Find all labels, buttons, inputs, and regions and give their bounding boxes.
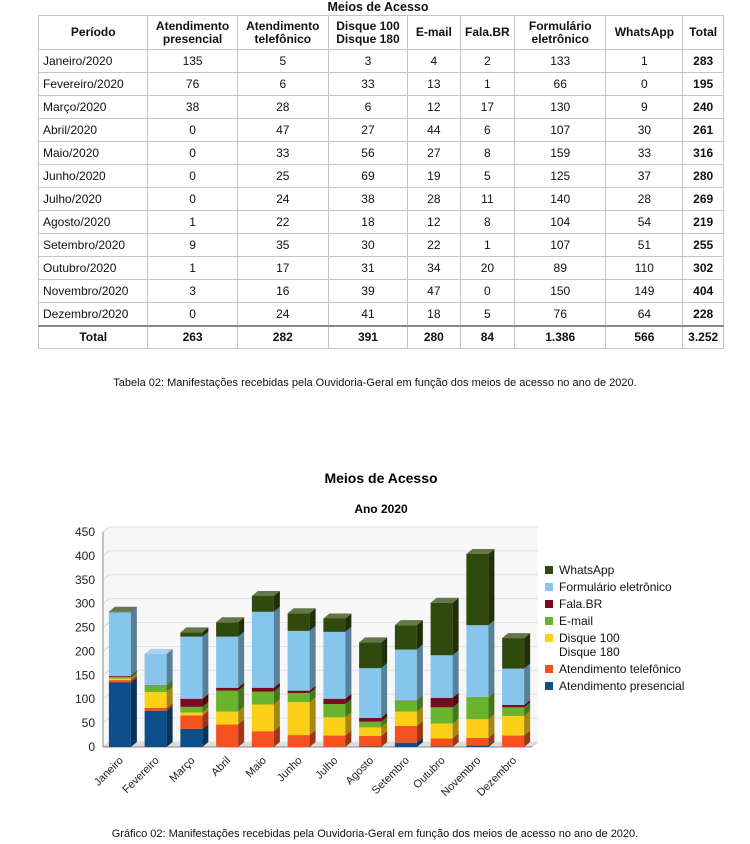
value-cell: 4 xyxy=(407,50,460,73)
total-value-cell: 84 xyxy=(460,326,514,349)
value-cell: 54 xyxy=(606,211,683,234)
x-tick-label: Junho xyxy=(275,754,305,785)
chart-subtitle: Ano 2020 xyxy=(354,502,408,516)
y-tick-label: 150 xyxy=(74,668,95,683)
header-cell: E-mail xyxy=(407,16,460,50)
value-cell: 76 xyxy=(515,303,606,326)
bar-segment xyxy=(502,664,530,705)
legend-swatch xyxy=(545,665,553,673)
value-cell: 125 xyxy=(515,165,606,188)
value-cell: 38 xyxy=(148,96,237,119)
legend-item xyxy=(545,563,684,577)
table-header-row xyxy=(39,16,724,50)
row-total-cell: 261 xyxy=(683,119,724,142)
value-cell: 20 xyxy=(460,257,514,280)
period-cell: Julho/2020 xyxy=(39,188,148,211)
value-cell: 159 xyxy=(515,142,606,165)
value-cell: 1 xyxy=(460,73,514,96)
bar-segment xyxy=(109,678,137,748)
x-tick-label: Janeiro xyxy=(91,754,126,789)
value-cell: 135 xyxy=(148,50,237,73)
value-cell: 12 xyxy=(407,96,460,119)
value-cell: 0 xyxy=(606,73,683,96)
bar-segment xyxy=(431,650,459,698)
y-tick-label: 200 xyxy=(74,644,95,659)
value-cell: 5 xyxy=(460,165,514,188)
value-cell: 33 xyxy=(606,142,683,165)
value-cell: 8 xyxy=(460,142,514,165)
y-tick-label: 400 xyxy=(74,548,95,563)
value-cell: 25 xyxy=(237,165,328,188)
legend-swatch xyxy=(545,682,553,690)
period-cell: Novembro/2020 xyxy=(39,280,148,303)
value-cell: 89 xyxy=(515,257,606,280)
value-cell: 37 xyxy=(606,165,683,188)
bar-segment xyxy=(252,607,280,688)
legend-item xyxy=(545,614,684,628)
value-cell: 6 xyxy=(237,73,328,96)
value-cell: 1 xyxy=(460,234,514,257)
legend-swatch xyxy=(545,583,553,591)
value-cell: 130 xyxy=(515,96,606,119)
value-cell: 110 xyxy=(606,257,683,280)
value-cell: 28 xyxy=(606,188,683,211)
header-cell: Atendimento telefônico xyxy=(237,16,328,50)
row-total-cell: 255 xyxy=(683,234,724,257)
period-cell: Março/2020 xyxy=(39,96,148,119)
bar-segment xyxy=(288,697,316,735)
header-cell: Formulário eletrônico xyxy=(515,16,606,50)
legend-swatch xyxy=(545,617,553,625)
x-tick-label: Outubro xyxy=(411,754,448,792)
value-cell: 5 xyxy=(460,303,514,326)
header-cell: WhatsApp xyxy=(606,16,683,50)
bar-segment xyxy=(109,607,137,676)
value-cell: 24 xyxy=(237,188,328,211)
value-cell: 11 xyxy=(460,188,514,211)
chart-title: Meios de Acesso xyxy=(324,470,438,486)
value-cell: 39 xyxy=(328,280,407,303)
bar-segment xyxy=(466,549,494,625)
value-cell: 16 xyxy=(237,280,328,303)
y-tick-label: 300 xyxy=(74,596,95,611)
value-cell: 33 xyxy=(328,73,407,96)
x-tick-label: Agosto xyxy=(343,754,377,788)
legend-label: Atendimento telefônico xyxy=(559,662,682,676)
bar-segment xyxy=(216,632,244,688)
header-cell: Disque 100 Disque 180 xyxy=(328,16,407,50)
value-cell: 30 xyxy=(606,119,683,142)
x-tick-label: Novembro xyxy=(439,754,484,800)
value-cell: 3 xyxy=(328,50,407,73)
value-cell: 9 xyxy=(148,234,237,257)
value-cell: 17 xyxy=(237,257,328,280)
legend-swatch xyxy=(545,634,553,642)
legend-item xyxy=(545,580,684,594)
period-cell: Abril/2020 xyxy=(39,119,148,142)
legend-item xyxy=(545,662,684,676)
total-value-cell: 566 xyxy=(606,326,683,349)
value-cell: 9 xyxy=(606,96,683,119)
bar-segment xyxy=(323,627,351,699)
x-tick-label: Setembro xyxy=(369,754,412,797)
row-total-cell: 269 xyxy=(683,188,724,211)
table-row xyxy=(39,303,724,326)
value-cell: 38 xyxy=(328,188,407,211)
table-row xyxy=(39,142,724,165)
period-cell: Dezembro/2020 xyxy=(39,303,148,326)
table-row xyxy=(39,234,724,257)
bar-segment xyxy=(180,632,208,699)
row-total-cell: 283 xyxy=(683,50,724,73)
value-cell: 56 xyxy=(328,142,407,165)
period-cell: Agosto/2020 xyxy=(39,211,148,234)
period-cell: Outubro/2020 xyxy=(39,257,148,280)
value-cell: 28 xyxy=(237,96,328,119)
value-cell: 0 xyxy=(460,280,514,303)
y-tick-label: 50 xyxy=(81,716,95,731)
x-tick-label: Julho xyxy=(313,754,341,782)
x-tick-label: Abril xyxy=(209,754,234,779)
bar-segment xyxy=(145,649,173,686)
value-cell: 69 xyxy=(328,165,407,188)
value-cell: 6 xyxy=(328,96,407,119)
value-cell: 0 xyxy=(148,165,237,188)
header-cell: Fala.BR xyxy=(460,16,514,50)
value-cell: 44 xyxy=(407,119,460,142)
value-cell: 1 xyxy=(148,257,237,280)
legend-item xyxy=(545,631,684,659)
value-cell: 35 xyxy=(237,234,328,257)
total-value-cell: 3.252 xyxy=(683,326,724,349)
row-total-cell: 219 xyxy=(683,211,724,234)
row-total-cell: 316 xyxy=(683,142,724,165)
value-cell: 18 xyxy=(328,211,407,234)
bar-segment xyxy=(502,633,530,669)
y-tick-label: 100 xyxy=(74,692,95,707)
period-cell: Setembro/2020 xyxy=(39,234,148,257)
table-row xyxy=(39,257,724,280)
y-tick-label: 350 xyxy=(74,572,95,587)
value-cell: 6 xyxy=(460,119,514,142)
total-value-cell: 1.386 xyxy=(515,326,606,349)
legend-item xyxy=(545,679,684,693)
value-cell: 34 xyxy=(407,257,460,280)
period-cell: Junho/2020 xyxy=(39,165,148,188)
period-cell: Fevereiro/2020 xyxy=(39,73,148,96)
table-row xyxy=(39,280,724,303)
x-tick-label: Dezembro xyxy=(474,754,520,800)
row-total-cell: 195 xyxy=(683,73,724,96)
chart-caption: Gráfico 02: Manifestações recebidas pela Ouvidoria-Geral em função dos meios de acesso no ano de 2020. xyxy=(111,828,639,840)
value-cell: 0 xyxy=(148,142,237,165)
value-cell: 12 xyxy=(407,211,460,234)
table-row xyxy=(39,73,724,96)
value-cell: 0 xyxy=(148,119,237,142)
value-cell: 140 xyxy=(515,188,606,211)
value-cell: 64 xyxy=(606,303,683,326)
value-cell: 2 xyxy=(460,50,514,73)
header-cell: Atendimento presencial xyxy=(148,16,237,50)
legend-label: Atendimento presencial xyxy=(559,679,685,693)
total-value-cell: 391 xyxy=(328,326,407,349)
value-cell: 5 xyxy=(237,50,328,73)
legend-label: E-mail xyxy=(559,614,594,628)
value-cell: 150 xyxy=(515,280,606,303)
value-cell: 28 xyxy=(407,188,460,211)
value-cell: 22 xyxy=(237,211,328,234)
value-cell: 27 xyxy=(328,119,407,142)
value-cell: 1 xyxy=(148,211,237,234)
table-total-row xyxy=(39,326,724,349)
value-cell: 3 xyxy=(148,280,237,303)
x-tick-label: Fevereiro xyxy=(120,754,162,796)
period-cell: Janeiro/2020 xyxy=(39,50,148,73)
value-cell: 1 xyxy=(606,50,683,73)
total-label-cell: Total xyxy=(39,326,148,349)
table-row xyxy=(39,211,724,234)
value-cell: 41 xyxy=(328,303,407,326)
x-tick-label: Maio xyxy=(243,754,269,780)
value-cell: 51 xyxy=(606,234,683,257)
table-caption: Tabela 02: Manifestações recebidas pela Ouvidoria-Geral em função dos meios de acesso no ano de 2020. xyxy=(113,377,637,389)
value-cell: 0 xyxy=(148,303,237,326)
value-cell: 33 xyxy=(237,142,328,165)
value-cell: 13 xyxy=(407,73,460,96)
table-row xyxy=(39,165,724,188)
legend-label: WhatsApp xyxy=(559,563,615,577)
row-total-cell: 280 xyxy=(683,165,724,188)
bar-segment xyxy=(466,620,494,697)
value-cell: 47 xyxy=(237,119,328,142)
header-cell: Período xyxy=(39,16,148,50)
legend-item xyxy=(545,597,684,611)
bar-segment xyxy=(145,706,173,747)
table-row xyxy=(39,50,724,73)
table-row xyxy=(39,188,724,211)
legend-label: Disque 100 Disque 180 xyxy=(559,631,620,659)
table-row xyxy=(39,96,724,119)
value-cell: 30 xyxy=(328,234,407,257)
value-cell: 133 xyxy=(515,50,606,73)
value-cell: 31 xyxy=(328,257,407,280)
period-cell: Maio/2020 xyxy=(39,142,148,165)
legend-swatch xyxy=(545,566,553,574)
legend-label: Formulário eletrônico xyxy=(559,580,672,594)
header-cell: Total xyxy=(683,16,724,50)
bar-segment xyxy=(288,626,316,691)
row-total-cell: 404 xyxy=(683,280,724,303)
value-cell: 76 xyxy=(148,73,237,96)
access-table xyxy=(38,15,724,349)
chart-legend xyxy=(545,563,684,696)
value-cell: 19 xyxy=(407,165,460,188)
y-tick-label: 0 xyxy=(88,740,95,754)
value-cell: 47 xyxy=(407,280,460,303)
row-total-cell: 228 xyxy=(683,303,724,326)
table-title: Meios de Acesso xyxy=(327,0,429,14)
value-cell: 107 xyxy=(515,234,606,257)
total-value-cell: 282 xyxy=(237,326,328,349)
value-cell: 0 xyxy=(148,188,237,211)
value-cell: 18 xyxy=(407,303,460,326)
row-total-cell: 240 xyxy=(683,96,724,119)
legend-swatch xyxy=(545,600,553,608)
value-cell: 24 xyxy=(237,303,328,326)
value-cell: 27 xyxy=(407,142,460,165)
bar-segment xyxy=(359,663,387,718)
y-tick-label: 450 xyxy=(74,525,95,539)
value-cell: 107 xyxy=(515,119,606,142)
bar-segment xyxy=(395,645,423,701)
x-tick-label: Março xyxy=(167,754,198,785)
value-cell: 17 xyxy=(460,96,514,119)
total-value-cell: 263 xyxy=(148,326,237,349)
table-row xyxy=(39,119,724,142)
legend-label: Fala.BR xyxy=(559,597,603,611)
y-tick-label: 250 xyxy=(74,620,95,635)
value-cell: 149 xyxy=(606,280,683,303)
value-cell: 8 xyxy=(460,211,514,234)
bar-segment xyxy=(431,598,459,656)
value-cell: 66 xyxy=(515,73,606,96)
value-cell: 22 xyxy=(407,234,460,257)
value-cell: 104 xyxy=(515,211,606,234)
row-total-cell: 302 xyxy=(683,257,724,280)
total-value-cell: 280 xyxy=(407,326,460,349)
